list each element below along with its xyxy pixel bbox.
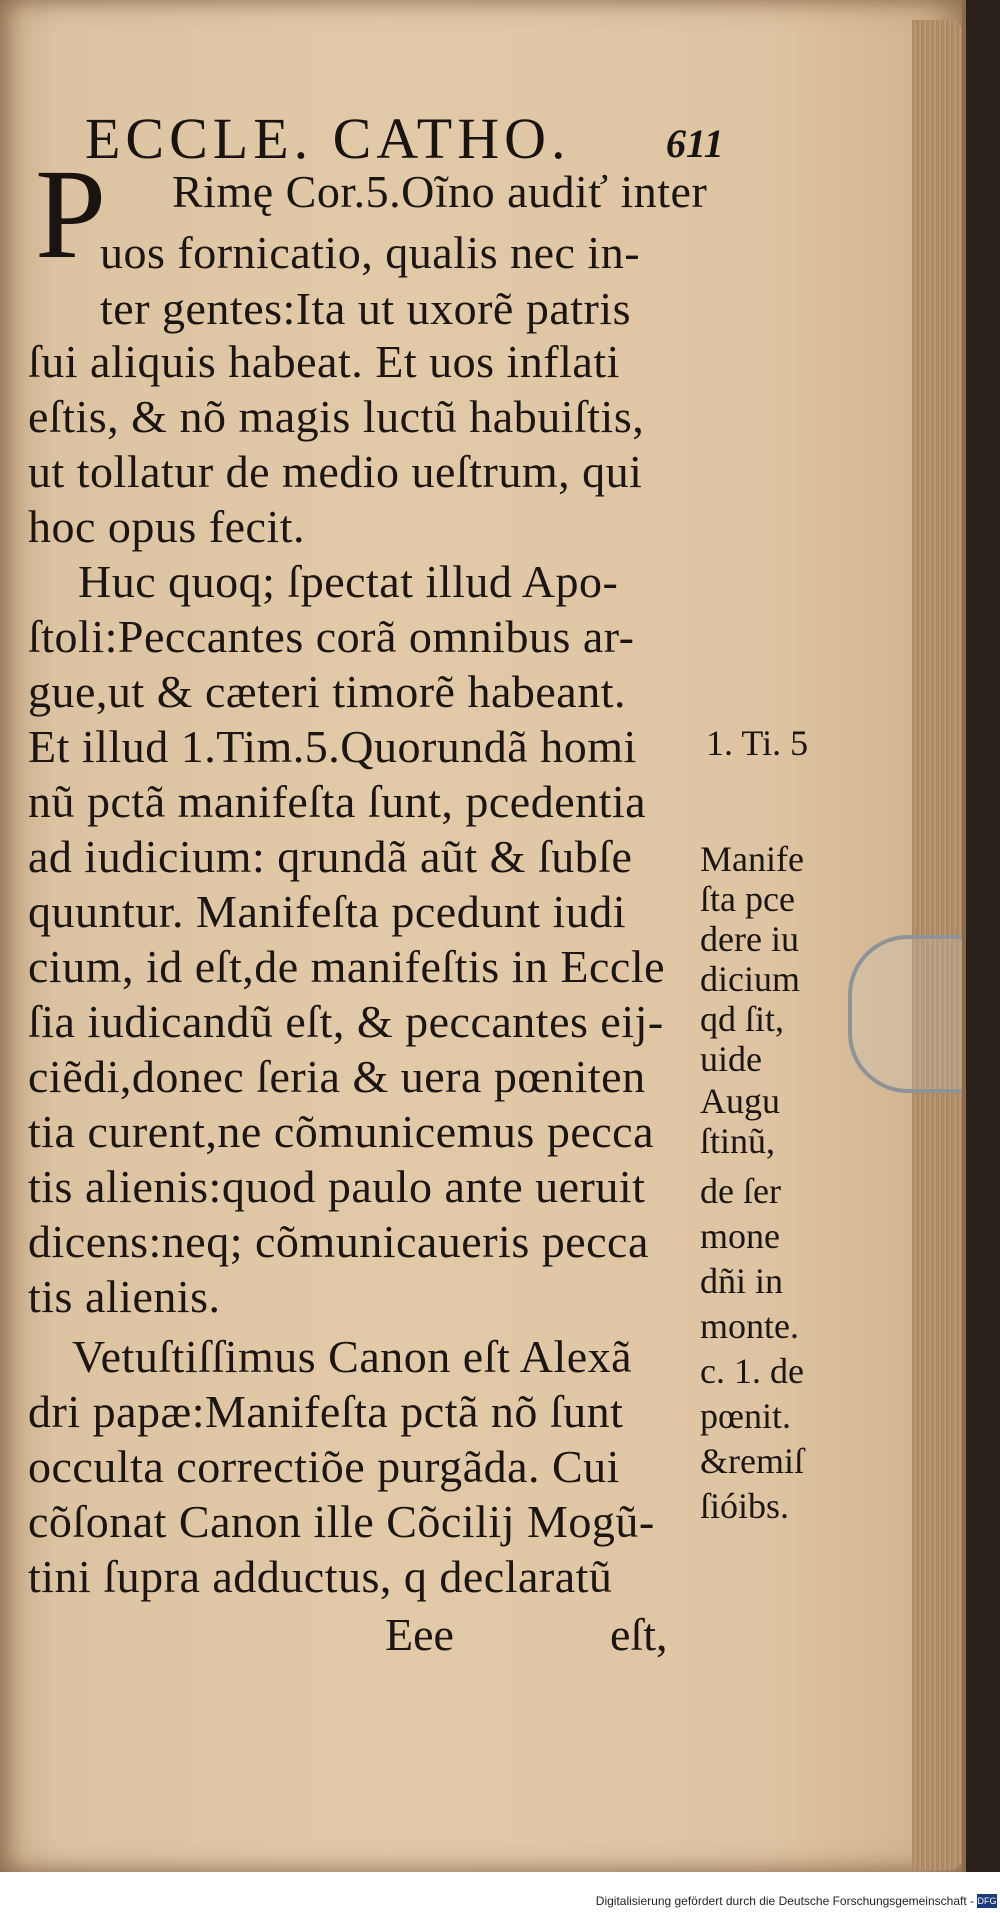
margin-gloss-line: ſióibs. (700, 1486, 790, 1526)
text-line: quuntur. Manifeſta pcedunt iudi (28, 886, 627, 937)
text-line: ut tollatur de medio ueſtrum, qui (28, 446, 643, 497)
margin-gloss-line: c. 1. de (700, 1351, 804, 1391)
text-line: ciẽdi,donec ſeria & uera pœniten (28, 1051, 646, 1102)
text-line: Vetuſtiſſimus Canon eſt Alexã (72, 1331, 633, 1382)
text-line: ſia iudicandũ eſt, & peccantes eij- (28, 996, 664, 1047)
text-line: uos fornicatio, qualis nec in- (100, 227, 641, 278)
drop-capital: P (35, 143, 107, 285)
text-line: eſtis, & nõ magis luctũ habuiſtis, (28, 391, 645, 442)
text-line: ter gentes:Ita ut uxorẽ patris (100, 283, 632, 334)
text-line: hoc opus fecit. (28, 501, 306, 552)
text-line: cõſonat Canon ille Cõcilij Mogũ- (28, 1496, 655, 1547)
text-line: tis alienis:quod paulo ante ueruit (28, 1161, 646, 1212)
text-line: occulta correctiõe purgãda. Cui (28, 1441, 620, 1492)
text-line: tia curent,ne cõmunicemus pecca (28, 1106, 654, 1157)
margin-gloss-line: qd ſit, (700, 999, 785, 1039)
text-line: gue,ut & cæteri timorẽ habeant. (28, 666, 626, 717)
text-line: dicens:neq; cõmunicaueris pecca (28, 1216, 649, 1267)
text-line: cium, id eſt,de manifeſtis in Eccle (28, 941, 666, 992)
text-line: tini ſupra adductus, q declaratũ (28, 1551, 613, 1602)
dfg-logo: DFG (977, 1896, 997, 1906)
margin-gloss-line: ſtinũ, (700, 1121, 776, 1161)
folio-number: 611 (666, 121, 724, 166)
signature-mark: Eee (385, 1609, 454, 1660)
margin-gloss-line: dere iu (700, 919, 799, 959)
funding-credit: Digitalisierung gefördert durch die Deutsche Forschungsgemeinschaft - (595, 1894, 974, 1908)
margin-reference: 1. Ti. 5 (706, 723, 809, 763)
text-line: Et illud 1.Tim.5.Quorundã homi (28, 721, 637, 772)
text-line: ad iudicium: qrundã aũt & ſubſe (28, 831, 633, 882)
margin-gloss-line: de ſer (700, 1171, 781, 1211)
margin-gloss-line: Augu (700, 1081, 780, 1121)
text-line: dri papæ:Manifeſta pctã nõ ſunt (28, 1386, 624, 1437)
margin-gloss-line: &remiſ (700, 1441, 804, 1481)
margin-gloss-line: pœnit. (700, 1396, 792, 1436)
margin-gloss-line: ſta pce (700, 879, 795, 919)
margin-gloss-line: dicium (700, 959, 800, 999)
text-line: tis alienis. (28, 1271, 221, 1322)
margin-gloss-line: dñi in (700, 1261, 784, 1301)
margin-gloss-line: monte. (700, 1306, 799, 1346)
margin-gloss-line: uide (700, 1039, 762, 1079)
margin-gloss-line: Manife (700, 839, 804, 879)
catchword: eſt, (610, 1609, 668, 1660)
text-line: ſtoli:Peccantes corã omnibus ar- (28, 611, 635, 662)
margin-gloss-line: mone (700, 1216, 780, 1256)
book-clasp (848, 935, 962, 1093)
text-line: Rimę Cor.5.Oĩno audiť inter (172, 166, 708, 217)
text-line: Huc quoq; ſpectat illud Apo- (78, 556, 619, 607)
text-line: nũ pctã manifeſta ſunt, pcedentia (28, 776, 647, 827)
running-title: ECCLE. CATHO. (85, 106, 571, 171)
text-line: ſui aliquis habeat. Et uos inflati (28, 336, 620, 387)
